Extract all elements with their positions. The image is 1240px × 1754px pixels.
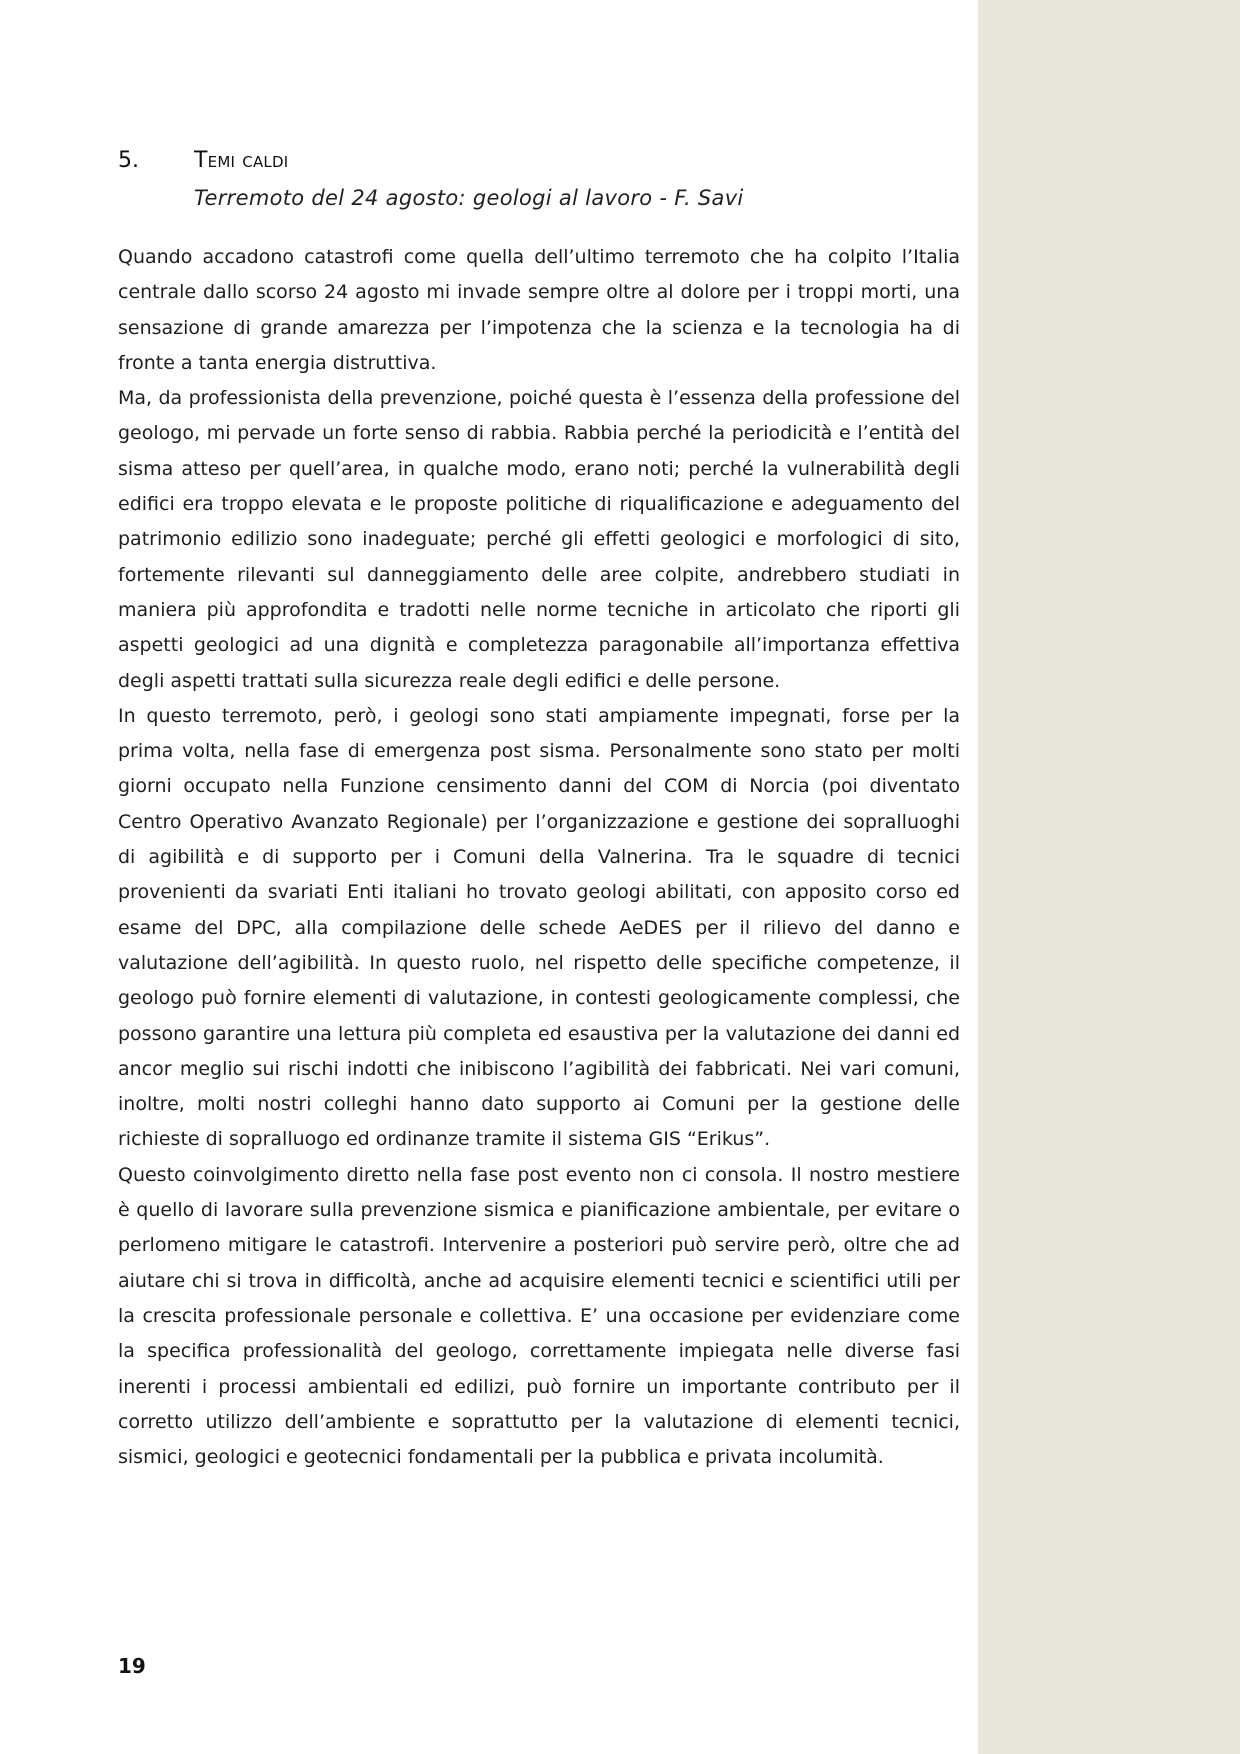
paragraph: In questo terremoto, però, i geologi sono stati ampiamente impegnati, forse per la prima volta, nella fase di emergenza post sisma. Personalmente sono stato per molti giorni occupato nella Funzione censimento danni del COM di Norcia (poi diventato Centro Operativo Avanzato Regionale) per l’organizzazione e gestione dei sopralluoghi di agibilità e di supporto per i Comuni della Valnerina. Tra le squadre di tecnici provenienti da svariati Enti italiani ho trovato geologi abilitati, con apposito corso ed esame del DPC, alla compilazione delle schede AeDES per il rilievo del danno e valutazione dell’agibilità. In questo ruolo, nel rispetto delle specifiche competenze, il geologo può fornire elementi di valutazione, in contesti geologicamente complessi, che possono garantire una lettura più completa ed esaustiva per la valutazione dei danni ed ancor meglio sui rischi indotti che inibiscono l’agibilità dei fabbricati. Nei vari comuni, inoltre, molti nostri colleghi hanno dato supporto ai Comuni per la gestione delle richieste di sopralluogo ed ordinanze tramite il sistema GIS “Erikus”. xyxy=(118,704,960,1151)
paragraph: Questo coinvolgimento diretto nella fase post evento non ci consola. Il nostro mestiere è quello di lavorare sulla prevenzione sismica e pianificazione ambientale, per evitare o perlomeno mitigare le catastrofi. Intervenire a posteriori può servire però, oltre che ad aiutare chi si trova in difficoltà, anche ad acquisire elementi tecnici e scientifici utili per la crescita professionale personale e collettiva. E’ una occasione per evidenziare come la specifica professionalità del geologo, correttamente impiegata nelle diverse fasi inerenti i processi ambientali ed edilizi, può fornire un importante contributo per il corretto utilizzo dell’ambiente e soprattutto per la valutazione di elementi tecnici, sismici, geologici e geotecnici fondamentali per la pubblica e privata incolumità. xyxy=(118,1163,960,1469)
section-title: Temi caldi xyxy=(194,148,289,173)
paragraph: Ma, da professionista della prevenzione, poiché questa è l’essenza della professione del geologo, mi pervade un forte senso di rabbia. Rabbia perché la periodicità e l’entità del sisma atteso per quell’area, in qualche modo, erano noti; perché la vulnerabilità degli edifici era troppo elevata e le proposte politiche di riqualificazione e adeguamento del patrimonio edilizio sono inadeguate; perché gli effetti geologici e morfologici di sito, fortemente rilevanti sul danneggiamento delle aree colpite, andrebbero studiati in maniera più approfondita e tradotti nelle norme tecniche in articolato che riporti gli aspetti geologici ad una dignità e completezza paragonabile all’importanza effettiva degli aspetti trattati sulla sicurezza reale degli edifici e delle persone. xyxy=(118,387,960,692)
page-number: 19 xyxy=(118,1654,146,1678)
article-body xyxy=(118,240,960,1475)
section-number: 5. xyxy=(118,148,139,173)
article-subtitle: Terremoto del 24 agosto: geologi al lavoro - F. Savi xyxy=(194,186,744,210)
side-band xyxy=(978,0,1240,1754)
paragraph: Quando accadono catastrofi come quella dell’ultimo terremoto che ha colpito l’Italia centrale dallo scorso 24 agosto mi invade sempre oltre al dolore per i troppi morti, una sensazione di grande amarezza per l’impotenza che la scienza e la tecnologia ha di fronte a tanta energia distruttiva. xyxy=(118,246,960,374)
section-heading xyxy=(118,148,958,180)
